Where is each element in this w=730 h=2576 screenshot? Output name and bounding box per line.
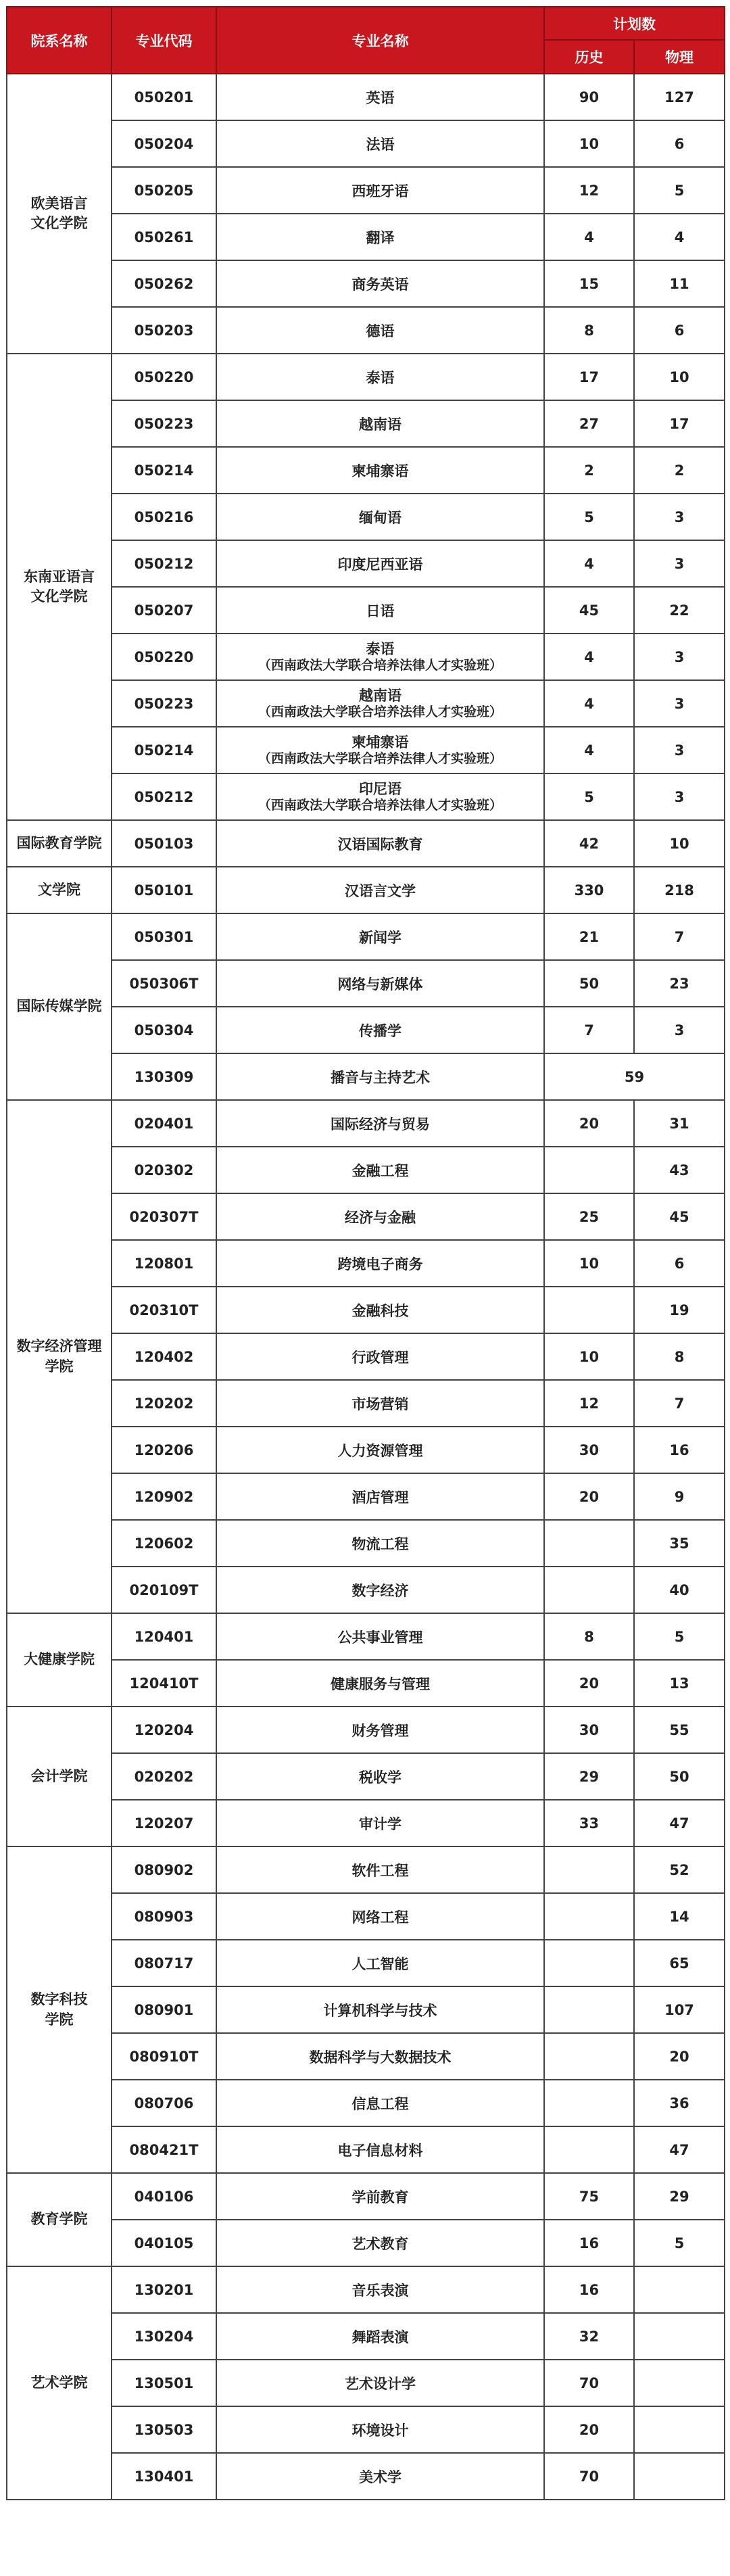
physics-count: 9 <box>634 1473 725 1520</box>
major-name <box>216 727 544 773</box>
physics-count: 36 <box>634 2080 725 2126</box>
major-name: 翻译 <box>216 214 544 260</box>
major-code: 050101 <box>112 867 216 913</box>
physics-count <box>634 2313 725 2360</box>
history-count: 30 <box>544 1427 634 1473</box>
history-count: 32 <box>544 2313 634 2360</box>
physics-count: 45 <box>634 1193 725 1240</box>
major-code: 050103 <box>112 820 216 867</box>
history-count <box>544 1893 634 1940</box>
major-name: 缅甸语 <box>216 494 544 540</box>
table-row <box>7 1053 725 1100</box>
history-count <box>544 1986 634 2033</box>
physics-count: 4 <box>634 214 725 260</box>
physics-count: 2 <box>634 447 725 494</box>
table-row <box>7 1287 725 1333</box>
major-code: 130201 <box>112 2266 216 2313</box>
table-row <box>7 773 725 820</box>
header-plan-count: 计划数 <box>544 7 725 40</box>
history-count: 42 <box>544 820 634 867</box>
table-row <box>7 120 725 167</box>
major-code: 120410T <box>112 1660 216 1707</box>
table-row <box>7 1893 725 1940</box>
major-code: 050220 <box>112 354 216 400</box>
major-code: 130501 <box>112 2360 216 2406</box>
table-row <box>7 1473 725 1520</box>
major-name: 传播学 <box>216 1007 544 1053</box>
physics-count: 8 <box>634 1333 725 1380</box>
major-code: 080910T <box>112 2033 216 2080</box>
table-row <box>7 494 725 540</box>
major-name: 计算机科学与技术 <box>216 1986 544 2033</box>
major-code: 080421T <box>112 2126 216 2173</box>
department-name: 欧美语言 文化学院 <box>7 74 112 354</box>
major-code: 020310T <box>112 1287 216 1333</box>
history-count: 8 <box>544 307 634 354</box>
table-row <box>7 913 725 960</box>
major-code: 050203 <box>112 307 216 354</box>
physics-count: 16 <box>634 1427 725 1473</box>
history-count <box>544 2080 634 2126</box>
history-count: 4 <box>544 540 634 587</box>
table-row <box>7 2220 725 2266</box>
major-name: 美术学 <box>216 2453 544 2500</box>
physics-count: 22 <box>634 587 725 634</box>
table-row <box>7 167 725 214</box>
history-count: 20 <box>544 1100 634 1147</box>
major-code: 080901 <box>112 1986 216 2033</box>
history-count: 70 <box>544 2453 634 2500</box>
history-count: 25 <box>544 1193 634 1240</box>
table-row <box>7 1193 725 1240</box>
history-count: 29 <box>544 1753 634 1800</box>
major-name: 越南语 <box>216 400 544 447</box>
physics-count <box>634 2406 725 2453</box>
major-name: 行政管理 <box>216 1333 544 1380</box>
physics-count: 55 <box>634 1707 725 1753</box>
history-count <box>544 1520 634 1567</box>
history-count: 4 <box>544 680 634 727</box>
major-name: 公共事业管理 <box>216 1613 544 1660</box>
table-row <box>7 2033 725 2080</box>
table-row <box>7 2266 725 2313</box>
history-count <box>544 1147 634 1193</box>
table-row <box>7 2173 725 2220</box>
major-name: 网络工程 <box>216 1893 544 1940</box>
major-code: 130309 <box>112 1053 216 1100</box>
history-count <box>544 1287 634 1333</box>
major-name: 市场营销 <box>216 1380 544 1427</box>
major-code: 120206 <box>112 1427 216 1473</box>
physics-count: 6 <box>634 1240 725 1287</box>
table-row <box>7 1007 725 1053</box>
header-history: 历史 <box>544 40 634 74</box>
table-row <box>7 2313 725 2360</box>
major-name: 软件工程 <box>216 1846 544 1893</box>
header-physics: 物理 <box>634 40 725 74</box>
history-count: 70 <box>544 2360 634 2406</box>
physics-count: 43 <box>634 1147 725 1193</box>
history-count: 16 <box>544 2220 634 2266</box>
major-code: 080902 <box>112 1846 216 1893</box>
physics-count: 218 <box>634 867 725 913</box>
major-code: 050223 <box>112 680 216 727</box>
table-row <box>7 1427 725 1473</box>
table-body <box>7 74 725 2500</box>
major-code: 050223 <box>112 400 216 447</box>
major-name: 学前教育 <box>216 2173 544 2220</box>
header-department: 院系名称 <box>7 7 112 74</box>
major-name: 商务英语 <box>216 260 544 307</box>
enrollment-plan-table <box>6 6 725 2500</box>
header-major-code: 专业代码 <box>112 7 216 74</box>
history-count: 4 <box>544 214 634 260</box>
major-code: 050216 <box>112 494 216 540</box>
major-name: 酒店管理 <box>216 1473 544 1520</box>
physics-count: 6 <box>634 120 725 167</box>
major-name: 音乐表演 <box>216 2266 544 2313</box>
major-name: 物流工程 <box>216 1520 544 1567</box>
major-name: 数字经济 <box>216 1567 544 1613</box>
major-code: 130401 <box>112 2453 216 2500</box>
physics-count: 14 <box>634 1893 725 1940</box>
table-row <box>7 1753 725 1800</box>
table-row <box>7 587 725 634</box>
table-row <box>7 2080 725 2126</box>
major-code: 120202 <box>112 1380 216 1427</box>
major-code: 120204 <box>112 1707 216 1753</box>
plan-count-combined: 59 <box>544 1053 725 1100</box>
major-name: 德语 <box>216 307 544 354</box>
history-count: 5 <box>544 773 634 820</box>
major-name: 环境设计 <box>216 2406 544 2453</box>
physics-count: 19 <box>634 1287 725 1333</box>
major-note: （西南政法大学联合培养法律人才实验班） <box>258 797 502 813</box>
table-row <box>7 727 725 773</box>
major-note: （西南政法大学联合培养法律人才实验班） <box>258 657 502 673</box>
major-code: 040105 <box>112 2220 216 2266</box>
table-row <box>7 867 725 913</box>
physics-count: 3 <box>634 727 725 773</box>
major-name: 数据科学与大数据技术 <box>216 2033 544 2080</box>
physics-count: 3 <box>634 540 725 587</box>
major-note: （西南政法大学联合培养法律人才实验班） <box>258 750 502 766</box>
major-name: 跨境电子商务 <box>216 1240 544 1287</box>
major-name-text: 泰语 <box>366 640 395 657</box>
history-count: 33 <box>544 1800 634 1846</box>
major-name: 电子信息材料 <box>216 2126 544 2173</box>
table-row <box>7 820 725 867</box>
history-count: 50 <box>544 960 634 1007</box>
physics-count: 5 <box>634 1613 725 1660</box>
major-name: 人工智能 <box>216 1940 544 1986</box>
major-name: 舞蹈表演 <box>216 2313 544 2360</box>
physics-count: 7 <box>634 1380 725 1427</box>
major-name: 汉语国际教育 <box>216 820 544 867</box>
physics-count: 5 <box>634 2220 725 2266</box>
history-count: 20 <box>544 1473 634 1520</box>
table-row <box>7 1846 725 1893</box>
table-row <box>7 2126 725 2173</box>
physics-count: 10 <box>634 354 725 400</box>
table-row <box>7 1613 725 1660</box>
physics-count: 20 <box>634 2033 725 2080</box>
major-name <box>216 680 544 727</box>
physics-count: 3 <box>634 680 725 727</box>
physics-count <box>634 2453 725 2500</box>
major-name: 审计学 <box>216 1800 544 1846</box>
history-count: 16 <box>544 2266 634 2313</box>
major-name-text: 柬埔寨语 <box>351 734 409 750</box>
table-row <box>7 354 725 400</box>
major-code: 120602 <box>112 1520 216 1567</box>
table-row <box>7 1333 725 1380</box>
major-name: 艺术设计学 <box>216 2360 544 2406</box>
major-name: 健康服务与管理 <box>216 1660 544 1707</box>
history-count: 2 <box>544 447 634 494</box>
table-row <box>7 400 725 447</box>
physics-count: 40 <box>634 1567 725 1613</box>
major-name: 国际经济与贸易 <box>216 1100 544 1147</box>
history-count <box>544 1567 634 1613</box>
physics-count: 3 <box>634 494 725 540</box>
major-name <box>216 773 544 820</box>
department-name: 东南亚语言 文化学院 <box>7 354 112 820</box>
history-count: 27 <box>544 400 634 447</box>
history-count: 20 <box>544 2406 634 2453</box>
physics-count: 11 <box>634 260 725 307</box>
table-row <box>7 1567 725 1613</box>
major-name-text: 印尼语 <box>359 780 402 797</box>
major-name: 柬埔寨语 <box>216 447 544 494</box>
major-code: 130204 <box>112 2313 216 2360</box>
table-row <box>7 1240 725 1287</box>
table-row <box>7 1147 725 1193</box>
history-count: 45 <box>544 587 634 634</box>
major-name: 信息工程 <box>216 2080 544 2126</box>
major-name: 人力资源管理 <box>216 1427 544 1473</box>
physics-count: 107 <box>634 1986 725 2033</box>
department-name: 文学院 <box>7 867 112 913</box>
major-code: 050204 <box>112 120 216 167</box>
header-major-name: 专业名称 <box>216 7 544 74</box>
major-name: 税收学 <box>216 1753 544 1800</box>
table-row <box>7 260 725 307</box>
major-name: 网络与新媒体 <box>216 960 544 1007</box>
major-code: 050306T <box>112 960 216 1007</box>
table-row <box>7 680 725 727</box>
physics-count: 31 <box>634 1100 725 1147</box>
major-name: 英语 <box>216 74 544 120</box>
major-code: 080706 <box>112 2080 216 2126</box>
table-row <box>7 1100 725 1147</box>
major-code: 050214 <box>112 727 216 773</box>
history-count: 90 <box>544 74 634 120</box>
major-code: 050212 <box>112 773 216 820</box>
table-row <box>7 634 725 680</box>
department-name: 国际传媒学院 <box>7 913 112 1100</box>
table-header <box>7 7 725 74</box>
physics-count: 29 <box>634 2173 725 2220</box>
major-code: 050304 <box>112 1007 216 1053</box>
department-name: 大健康学院 <box>7 1613 112 1707</box>
history-count: 30 <box>544 1707 634 1753</box>
physics-count: 65 <box>634 1940 725 1986</box>
major-name: 泰语 <box>216 354 544 400</box>
major-name: 新闻学 <box>216 913 544 960</box>
table-row <box>7 74 725 120</box>
physics-count: 35 <box>634 1520 725 1567</box>
major-code: 080903 <box>112 1893 216 1940</box>
physics-count: 13 <box>634 1660 725 1707</box>
physics-count <box>634 2360 725 2406</box>
major-name: 经济与金融 <box>216 1193 544 1240</box>
major-name: 西班牙语 <box>216 167 544 214</box>
table-row <box>7 1707 725 1753</box>
physics-count: 5 <box>634 167 725 214</box>
physics-count: 23 <box>634 960 725 1007</box>
history-count: 20 <box>544 1660 634 1707</box>
physics-count: 3 <box>634 1007 725 1053</box>
department-name: 数字经济管理 学院 <box>7 1100 112 1613</box>
major-name: 法语 <box>216 120 544 167</box>
major-code: 040106 <box>112 2173 216 2220</box>
history-count: 12 <box>544 167 634 214</box>
physics-count: 50 <box>634 1753 725 1800</box>
department-name: 艺术学院 <box>7 2266 112 2500</box>
table-row <box>7 1380 725 1427</box>
major-code: 050212 <box>112 540 216 587</box>
department-name: 会计学院 <box>7 1707 112 1846</box>
history-count: 15 <box>544 260 634 307</box>
table-row <box>7 447 725 494</box>
physics-count: 3 <box>634 634 725 680</box>
history-count: 4 <box>544 634 634 680</box>
physics-count: 17 <box>634 400 725 447</box>
history-count: 21 <box>544 913 634 960</box>
table-row <box>7 1800 725 1846</box>
history-count: 10 <box>544 1333 634 1380</box>
table-row <box>7 307 725 354</box>
major-code: 120801 <box>112 1240 216 1287</box>
major-name: 金融科技 <box>216 1287 544 1333</box>
history-count: 10 <box>544 1240 634 1287</box>
table-row <box>7 1986 725 2033</box>
history-count: 330 <box>544 867 634 913</box>
department-name: 数字科技 学院 <box>7 1846 112 2173</box>
major-name: 汉语言文学 <box>216 867 544 913</box>
major-name-text: 越南语 <box>359 687 402 704</box>
table-row <box>7 2406 725 2453</box>
major-code: 050262 <box>112 260 216 307</box>
major-code: 050201 <box>112 74 216 120</box>
major-note: （西南政法大学联合培养法律人才实验班） <box>258 704 502 719</box>
physics-count: 52 <box>634 1846 725 1893</box>
physics-count: 3 <box>634 773 725 820</box>
history-count: 12 <box>544 1380 634 1427</box>
major-code: 020307T <box>112 1193 216 1240</box>
history-count: 17 <box>544 354 634 400</box>
major-code: 120902 <box>112 1473 216 1520</box>
history-count <box>544 1846 634 1893</box>
department-name: 国际教育学院 <box>7 820 112 867</box>
table-row <box>7 1940 725 1986</box>
history-count: 8 <box>544 1613 634 1660</box>
major-code: 130503 <box>112 2406 216 2453</box>
physics-count: 6 <box>634 307 725 354</box>
major-code: 050220 <box>112 634 216 680</box>
major-code: 120207 <box>112 1800 216 1846</box>
table-row <box>7 1660 725 1707</box>
table-row <box>7 2360 725 2406</box>
history-count: 5 <box>544 494 634 540</box>
table-row <box>7 540 725 587</box>
major-name <box>216 634 544 680</box>
major-name: 日语 <box>216 587 544 634</box>
table-row <box>7 1520 725 1567</box>
major-code: 050301 <box>112 913 216 960</box>
physics-count: 47 <box>634 2126 725 2173</box>
history-count <box>544 1940 634 1986</box>
major-name: 艺术教育 <box>216 2220 544 2266</box>
physics-count: 10 <box>634 820 725 867</box>
major-name: 金融工程 <box>216 1147 544 1193</box>
history-count: 75 <box>544 2173 634 2220</box>
physics-count: 7 <box>634 913 725 960</box>
major-code: 050214 <box>112 447 216 494</box>
physics-count: 127 <box>634 74 725 120</box>
department-name: 教育学院 <box>7 2173 112 2266</box>
major-code: 080717 <box>112 1940 216 1986</box>
table-row <box>7 214 725 260</box>
major-code: 020401 <box>112 1100 216 1147</box>
major-code: 050205 <box>112 167 216 214</box>
major-name: 播音与主持艺术 <box>216 1053 544 1100</box>
major-code: 020302 <box>112 1147 216 1193</box>
major-code: 050261 <box>112 214 216 260</box>
major-code: 120402 <box>112 1333 216 1380</box>
major-code: 120401 <box>112 1613 216 1660</box>
major-code: 020202 <box>112 1753 216 1800</box>
table-row <box>7 2453 725 2500</box>
major-name: 财务管理 <box>216 1707 544 1753</box>
history-count: 10 <box>544 120 634 167</box>
major-code: 020109T <box>112 1567 216 1613</box>
history-count <box>544 2126 634 2173</box>
table-row <box>7 960 725 1007</box>
history-count: 4 <box>544 727 634 773</box>
history-count: 7 <box>544 1007 634 1053</box>
physics-count <box>634 2266 725 2313</box>
history-count <box>544 2033 634 2080</box>
physics-count: 47 <box>634 1800 725 1846</box>
major-name: 印度尼西亚语 <box>216 540 544 587</box>
major-code: 050207 <box>112 587 216 634</box>
